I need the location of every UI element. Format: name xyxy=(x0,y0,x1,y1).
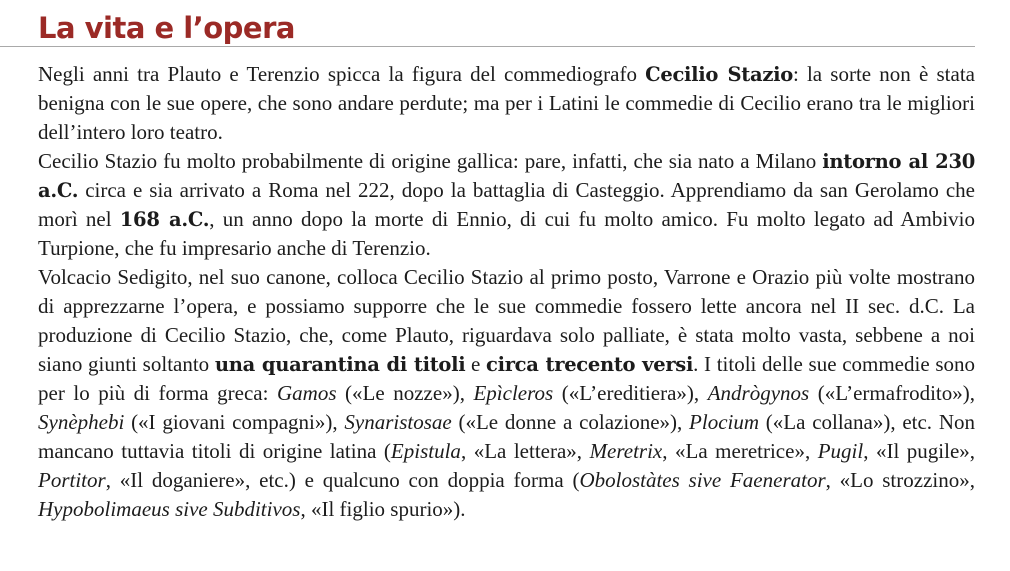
paragraph-intro xyxy=(38,60,975,147)
work-title: Obolostàtes sive Faenerator xyxy=(579,468,826,492)
text-run: , «Il doganiere», etc.) e qualcuno con doppia forma ( xyxy=(105,468,580,492)
text-run: («Le nozze»), xyxy=(336,381,474,405)
work-title: Plocium xyxy=(689,410,760,434)
text-run: , «Il pugile», xyxy=(863,439,976,463)
bold-verses-count: circa trecento versi xyxy=(486,353,694,376)
text-run: («L’ereditiera»), xyxy=(553,381,708,405)
heading-rule xyxy=(0,46,975,47)
text-run: , «La meretrice», xyxy=(662,439,818,463)
work-title: Gamos xyxy=(277,381,337,405)
text-run: , «Lo strozzino», xyxy=(825,468,975,492)
paragraph-works xyxy=(38,263,975,524)
work-title: Andrògynos xyxy=(707,381,810,405)
text-run: Negli anni tra Plauto e Terenzio spicca la figura del commediografo xyxy=(38,62,646,86)
bold-birth-date: intorno al 230 a.C. xyxy=(38,150,975,202)
work-title: Portitor xyxy=(38,468,106,492)
text-run: , «La lettera», xyxy=(460,439,590,463)
work-title: Hypobolimaeus sive Subditivos xyxy=(38,497,301,521)
text-run: e xyxy=(465,352,487,376)
text-run: , un anno dopo la morte di Ennio, di cui fu molto amico. Fu molto legato ad Ambivio Turpione, che fu impresario anche di Terenzio. xyxy=(38,207,975,260)
work-title: Synèphebi xyxy=(38,410,125,434)
work-title: Epìcleros xyxy=(473,381,554,405)
work-title: Pugil xyxy=(817,439,864,463)
text-run: («Le donne a colazione»), xyxy=(451,410,690,434)
work-title: Meretrix xyxy=(589,439,663,463)
work-title: Epistula xyxy=(390,439,461,463)
paragraph-biography xyxy=(38,147,975,263)
section-heading: La vita e l’opera xyxy=(38,11,295,45)
text-run: Volcacio Sedigito, nel suo canone, colloca Cecilio Stazio al primo posto, Varrone e Orazio più volte mostrano di apprezzarne l’opera, e possiamo supporre che le sue commedie fossero lette ancora nel II sec. d.C. La produzione di Cecilio Stazio, che, come Plauto, riguardava solo palliate, è stata molto vasta, sebbene a noi siano giunti soltanto xyxy=(38,265,975,376)
text-run: circa e sia arrivato a Roma nel 222, dopo la battaglia di Casteggio. Apprendiamo da san Gerolamo che morì nel xyxy=(38,178,975,231)
text-run: («I giovani compagni»), xyxy=(124,410,345,434)
text-run: («La collana»), etc. Non mancano tuttavia titoli di origine latina ( xyxy=(38,410,975,463)
bold-titles-count: una quarantina di titoli xyxy=(214,353,466,376)
body-text xyxy=(38,60,975,524)
bold-death-date: 168 a.C. xyxy=(119,208,210,231)
bold-name: Cecilio Stazio xyxy=(645,63,793,86)
text-run: («L’ermafrodito»), xyxy=(809,381,975,405)
text-run: Cecilio Stazio fu molto probabilmente di origine gallica: pare, infatti, che sia nato a Milano xyxy=(38,149,823,173)
text-run: : la sorte non è stata benigna con le sue opere, che sono andare perdute; ma per i Latini le commedie di Cecilio erano tra le migliori dell’intero loro teatro. xyxy=(38,62,975,144)
text-run: , «Il figlio spurio»). xyxy=(300,497,466,521)
work-title: Synaristosae xyxy=(344,410,452,434)
text-run: . I titoli delle sue commedie sono per lo più di forma greca: xyxy=(38,352,976,405)
